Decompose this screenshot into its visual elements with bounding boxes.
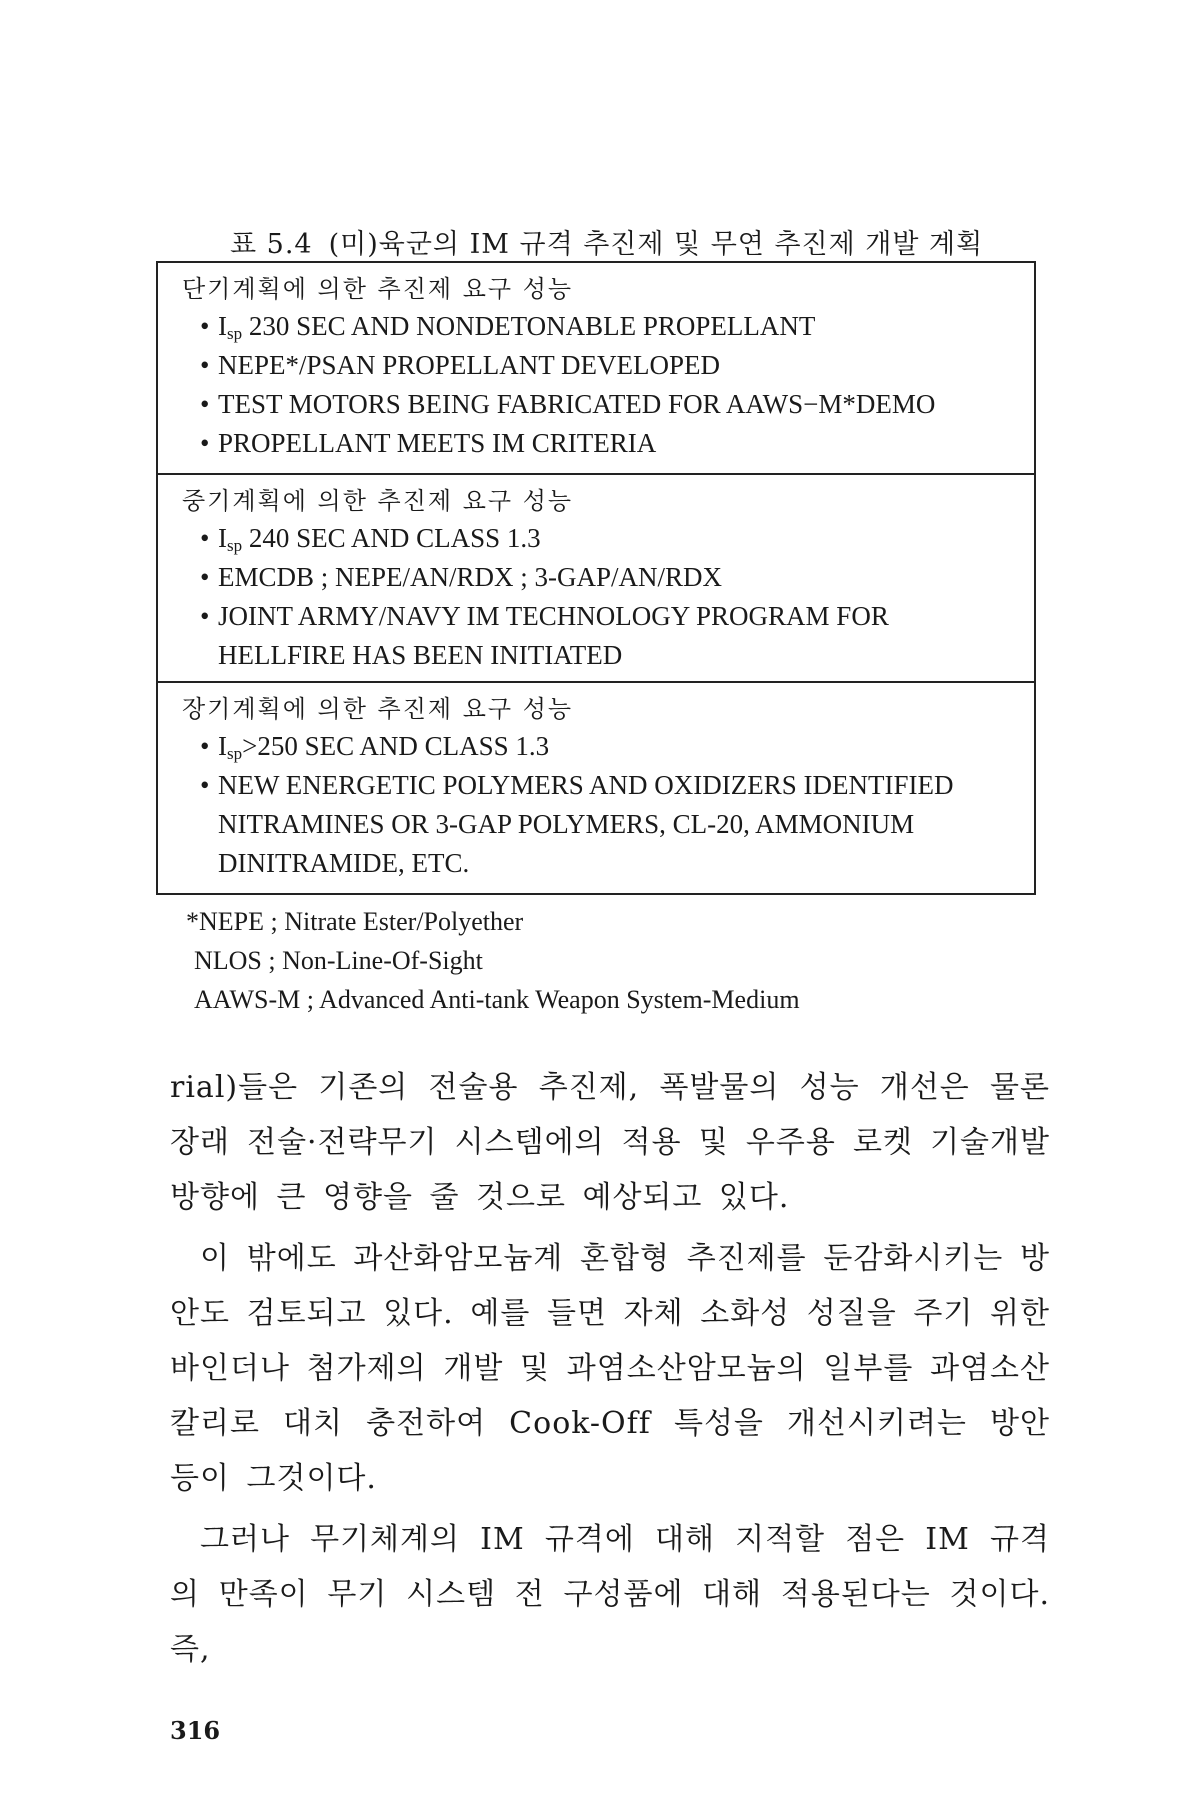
footnote-aaws: AAWS-M ; Advanced Anti-tank Weapon System-Medium [194,985,800,1014]
list-item: • NEW ENERGETIC POLYMERS AND OXIDIZERS IDENTIFIED NITRAMINES OR 3-GAP POLYMERS, CL-20, AMMONIUM DINITRAMIDE, ETC. [182,766,1014,883]
section-heading: 중기계획에 의한 추진제 요구 성능 [182,487,574,515]
list-item: • JOINT ARMY/NAVY IM TECHNOLOGY PROGRAM FOR HELLFIRE HAS BEEN INITIATED [182,597,1014,675]
body-text [170,1060,1050,1683]
bullet-icon: • [200,562,210,592]
section-heading: 단기계획에 의한 추진제 요구 성능 [182,275,574,303]
list-item: • $I_{sp}$ 240 SEC AND CLASS 1.3 [182,519,1014,558]
list-item: • TEST MOTORS BEING FABRICATED FOR AAWS−M*DEMO [182,385,1014,424]
footnotes [186,902,800,1019]
bullet-icon: • [200,731,210,761]
list-item: • EMCDB ; NEPE/AN/RDX ; 3-GAP/AN/RDX [182,558,1014,597]
list-item: • $I_{sp}$ 230 SEC AND NONDETONABLE PROPELLANT [182,307,1014,346]
list-item: • NEPE*/PSAN PROPELLANT DEVELOPED [182,346,1014,385]
mid-term-section [158,473,1034,681]
bullet-icon: • [200,350,210,380]
bullet-icon: • [200,428,210,458]
footnote-nlos: NLOS ; Non-Line-Of-Sight [194,946,483,975]
bullet-icon: • [200,389,210,419]
paragraph: 이 밖에도 과산화암모늄계 혼합형 추진제를 둔감화시키는 방안도 검토되고 있다. 예를 들면 자체 소화성 성질을 주기 위한 바인더나 첨가제의 개발 및 과염소산암모늄의 일부를 과염소산칼리로 대치 충전하여 Cook-Off 특성을 개선시키려는 방안 등이 그것이다. [170,1241,1050,1496]
bullet-icon: • [200,770,210,800]
caption-label: 표 5.4 [230,229,313,260]
list-item: • $I_{sp}>250$ SEC AND CLASS 1.3 [182,727,1014,766]
bullet-icon: • [200,523,210,553]
paragraph: rial)들은 기존의 전술용 추진제, 폭발물의 성능 개선은 물론 장래 전술·전략무기 시스템에의 적용 및 우주용 로켓 기술개발 방향에 큰 영향을 줄 것으로 예상되고 있다. [170,1070,1050,1215]
list-item: • PROPELLANT MEETS IM CRITERIA [182,424,1014,463]
page-number: 316 [170,1716,221,1745]
table-caption [230,222,983,261]
short-term-section [158,263,1034,473]
section-heading: 장기계획에 의한 추진제 요구 성능 [182,695,574,723]
paragraph: 그러나 무기체계의 IM 규격에 대해 지적할 점은 IM 규격의 만족이 무기 시스템 전 구성품에 대해 적용된다는 것이다. 즉, [170,1522,1050,1667]
footnote-nepe: *NEPE ; Nitrate Ester/Polyether [186,907,524,936]
bullet-icon: • [200,601,210,631]
long-term-section [158,681,1034,893]
bullet-icon: • [200,311,210,341]
propellant-plan-table [156,261,1036,895]
caption-title: (미)육군의 IM 규격 추진제 및 무연 추진제 개발 계획 [328,229,984,260]
